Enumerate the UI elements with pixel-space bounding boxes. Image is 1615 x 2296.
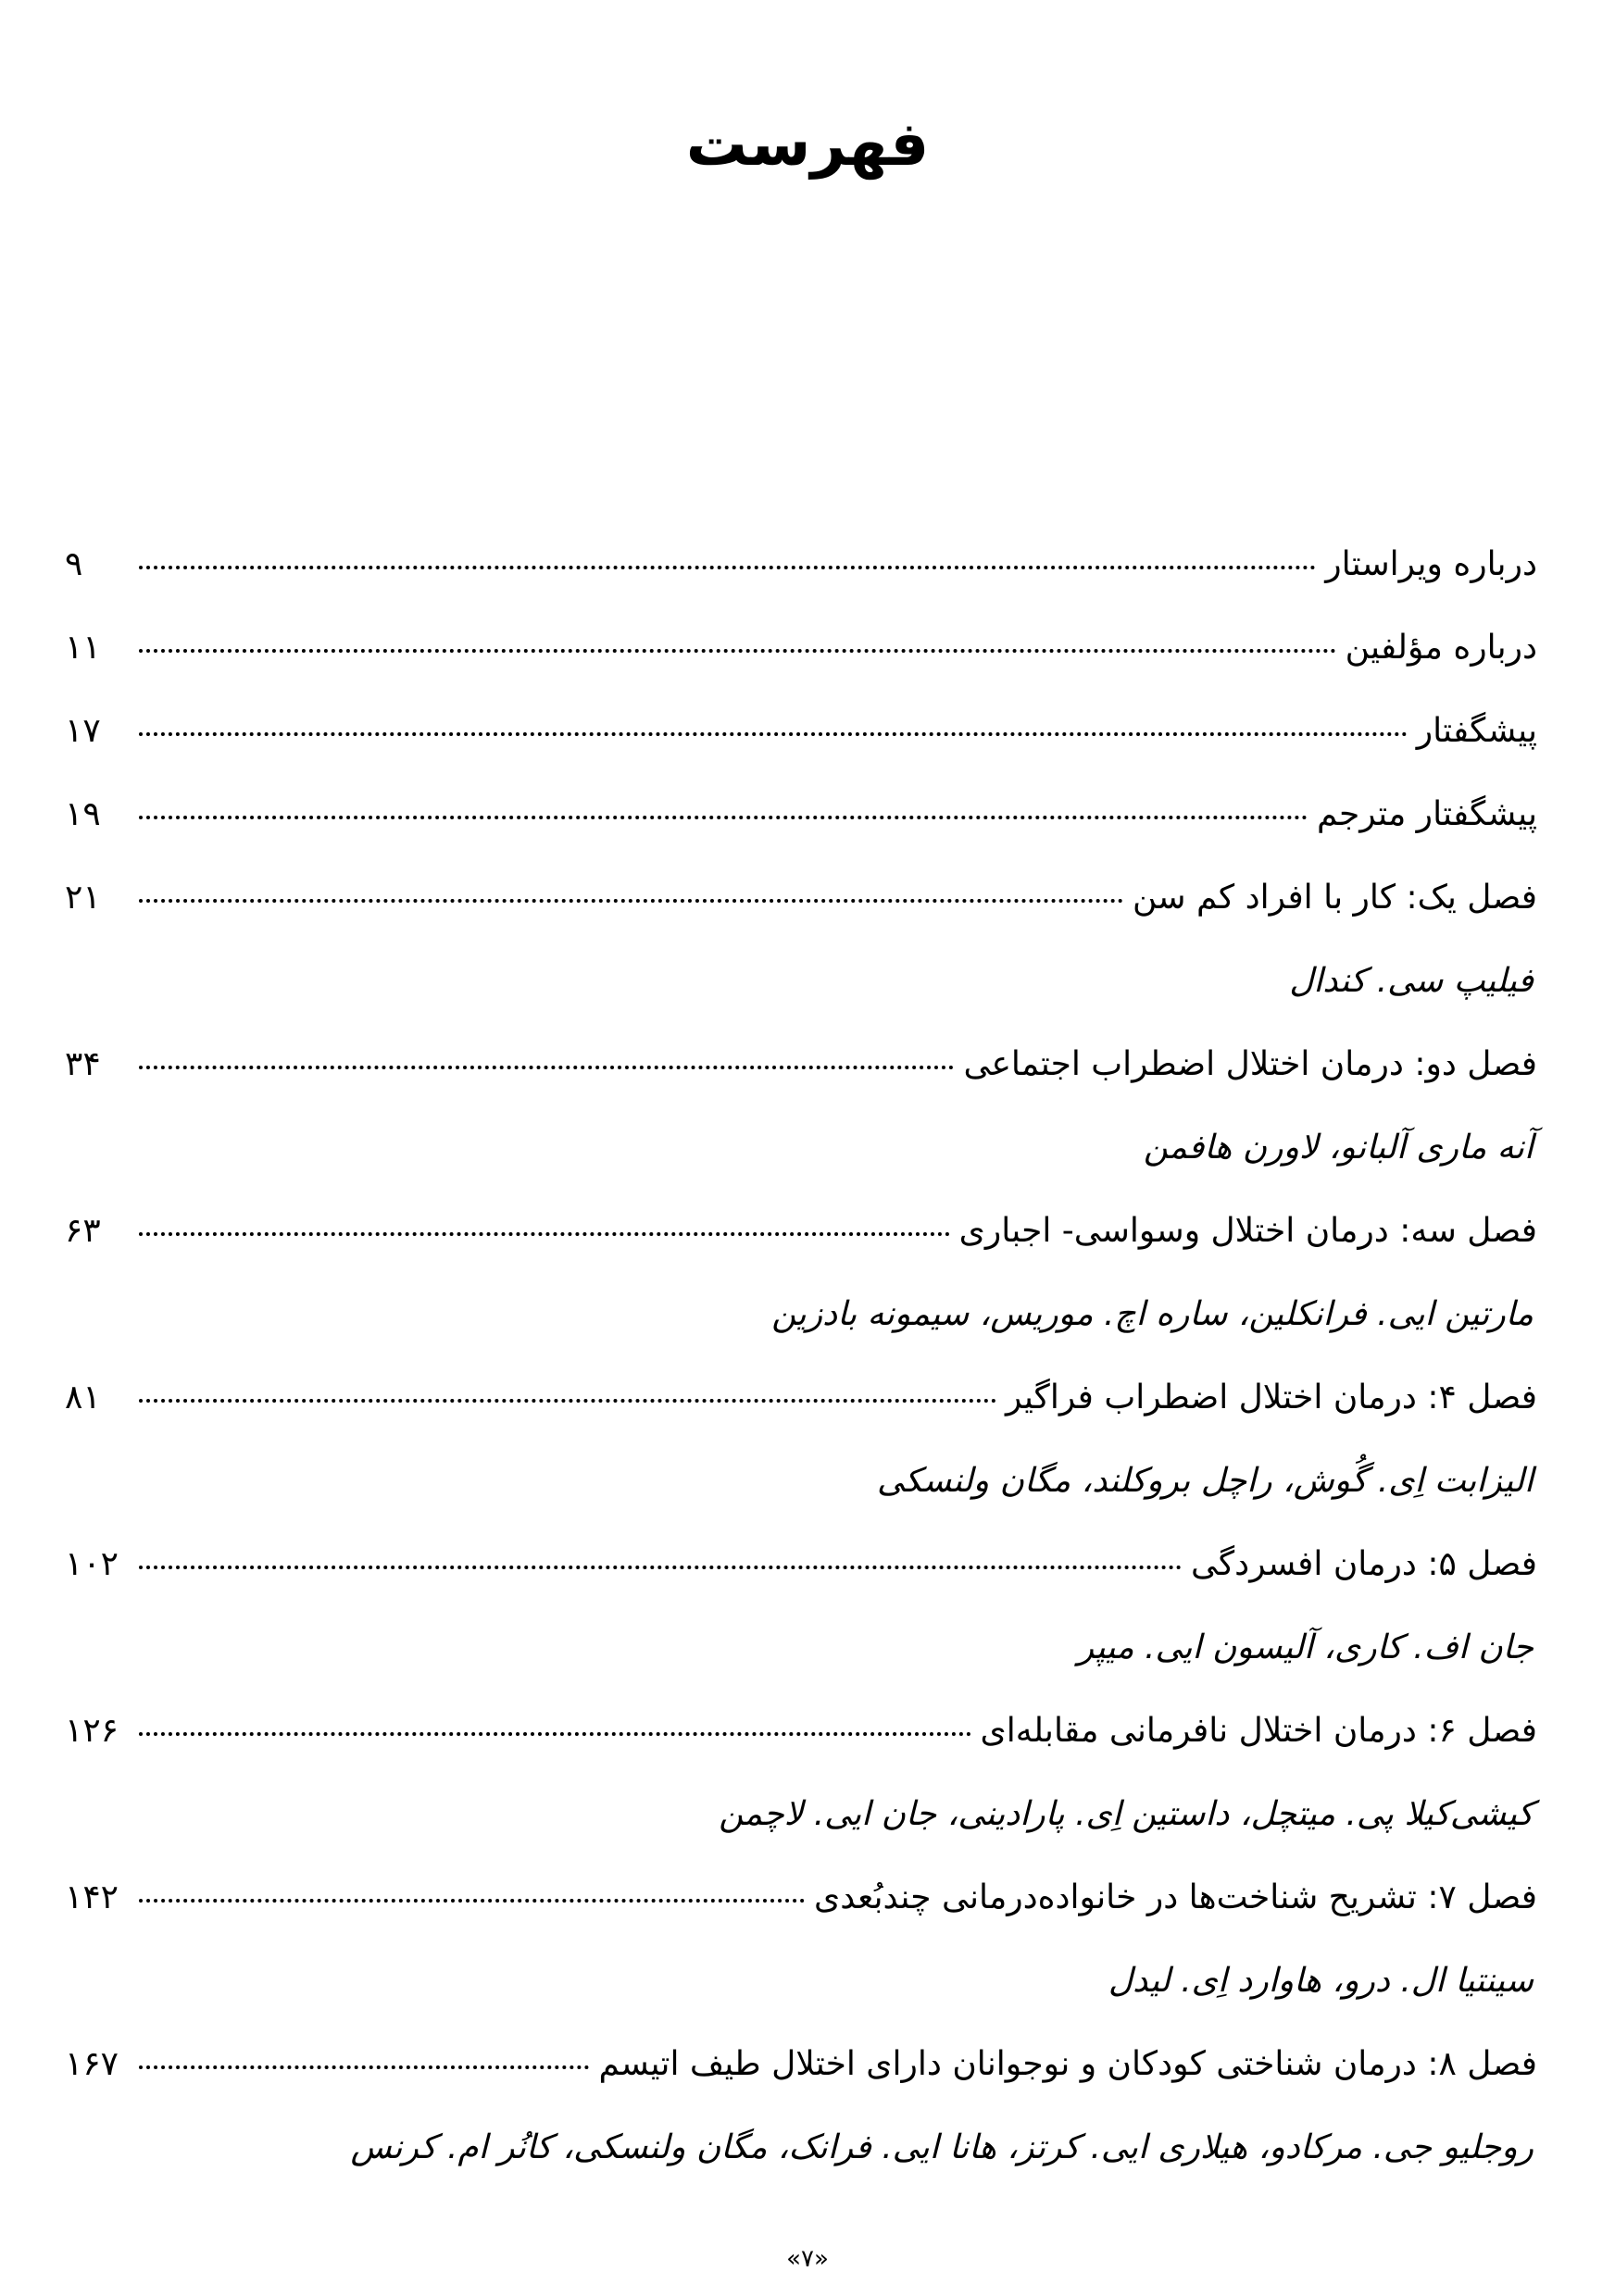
toc-entry-page: ۶۳ — [65, 1212, 101, 1250]
toc-entry-page: ۱۴۲ — [65, 1878, 119, 1916]
toc-entry[interactable] — [65, 856, 1537, 940]
dot-leader — [139, 566, 1316, 569]
toc-entry-page: ۱۶۷ — [65, 2045, 119, 2083]
toc-entry-author: روجلیو جی. مرکادو، هیلاری ایی. کرتز، هانا ایی. فرانک، مگان ولنسکی، کانُر ام. کرنس — [350, 2128, 1534, 2166]
toc-entry-page: ۸۱ — [65, 1379, 101, 1416]
toc-entry-author: جان اف. کاری، آلیسون ایی. میپر — [1077, 1628, 1534, 1666]
toc-entry-title: فصل دو: درمان اختلال اضطراب اجتماعی — [963, 1045, 1537, 1083]
toc-entry-title: فصل ۷: تشریح شناخت‌ها در خانواده‌درمانی چندبُعدی — [814, 1878, 1537, 1916]
dot-leader — [139, 1066, 954, 1069]
toc-entry[interactable] — [65, 690, 1537, 773]
toc-entry[interactable] — [65, 1856, 1537, 1940]
toc-entry-page: ۱۰۲ — [65, 1545, 119, 1583]
toc-entry[interactable] — [65, 1023, 1537, 1106]
toc-entry-author: سینتیا ال. درو، هاوارد اِی. لیدل — [1108, 1962, 1534, 2000]
toc-entry-title: فصل ۵: درمان افسردگی — [1191, 1545, 1537, 1583]
toc-entry-page: ۹ — [65, 545, 83, 583]
table-of-contents — [65, 523, 1537, 2190]
page-title: فهرست — [685, 108, 930, 181]
dot-leader — [139, 1399, 996, 1403]
toc-entry-title: فصل سه: درمان اختلال وسواسی- اجباری — [958, 1212, 1537, 1250]
toc-entry-page: ۱۹ — [65, 795, 101, 833]
dot-leader — [139, 649, 1336, 653]
toc-entry-title: درباره مؤلفین — [1345, 629, 1537, 667]
toc-entry[interactable] — [65, 606, 1537, 690]
dot-leader — [139, 816, 1308, 819]
toc-entry-author: آنه ماری آلبانو، لاورن هافمن — [1143, 1129, 1534, 1167]
toc-entry-title: فصل ۴: درمان اختلال اضطراب فراگیر — [1005, 1379, 1537, 1416]
toc-entry-title: فصل یک: کار با افراد کم سن — [1133, 879, 1537, 917]
toc-entry[interactable] — [65, 1356, 1537, 1440]
toc-entry-page: ۳۴ — [65, 1045, 101, 1083]
dot-leader — [139, 1566, 1182, 1569]
toc-entry[interactable] — [65, 1690, 1537, 1773]
dot-leader — [139, 1232, 950, 1236]
toc-entry-author: مارتین ایی. فرانکلین، ساره اچ. موریس، سیمونه بادزین — [771, 1295, 1534, 1333]
toc-entry-title: فصل ۸: درمان شناختی کودکان و نوجوانان دارای اختلال طیف اتیسم — [598, 2045, 1537, 2083]
toc-entry[interactable] — [65, 1523, 1537, 1606]
toc-entry-title: پیشگفتار مترجم — [1317, 795, 1537, 833]
toc-entry-page: ۱۲۶ — [65, 1712, 119, 1750]
toc-entry-page: ۲۱ — [65, 879, 101, 917]
toc-entry[interactable] — [65, 2023, 1537, 2106]
toc-entry[interactable] — [65, 523, 1537, 606]
dot-leader — [139, 899, 1123, 903]
dot-leader — [139, 1899, 805, 1903]
toc-entry-page: ۱۱ — [65, 629, 101, 667]
toc-entry-title: فصل ۶: درمان اختلال نافرمانی مقابله‌ای — [980, 1712, 1537, 1750]
toc-entry-title: پیشگفتار — [1416, 712, 1537, 750]
footer-page-number: «۷» — [786, 2245, 829, 2273]
toc-entry-page: ۱۷ — [65, 712, 101, 750]
toc-entry-author: الیزابت اِی. گُوش، راچل بروکلند، مگان ولنسکی — [876, 1462, 1534, 1500]
toc-entry-author: فیلیپ سی. کندال — [1289, 962, 1534, 1000]
toc-entry[interactable] — [65, 773, 1537, 856]
dot-leader — [139, 1732, 971, 1736]
dot-leader — [139, 2065, 589, 2069]
toc-entry-title: درباره ویراستار — [1325, 545, 1537, 583]
toc-entry-author: کیشی‌کیلا پی. میتچل، داستین اِی. پارادینی، جان ایی. لاچمن — [719, 1795, 1534, 1833]
toc-entry[interactable] — [65, 1190, 1537, 1273]
dot-leader — [139, 732, 1408, 736]
